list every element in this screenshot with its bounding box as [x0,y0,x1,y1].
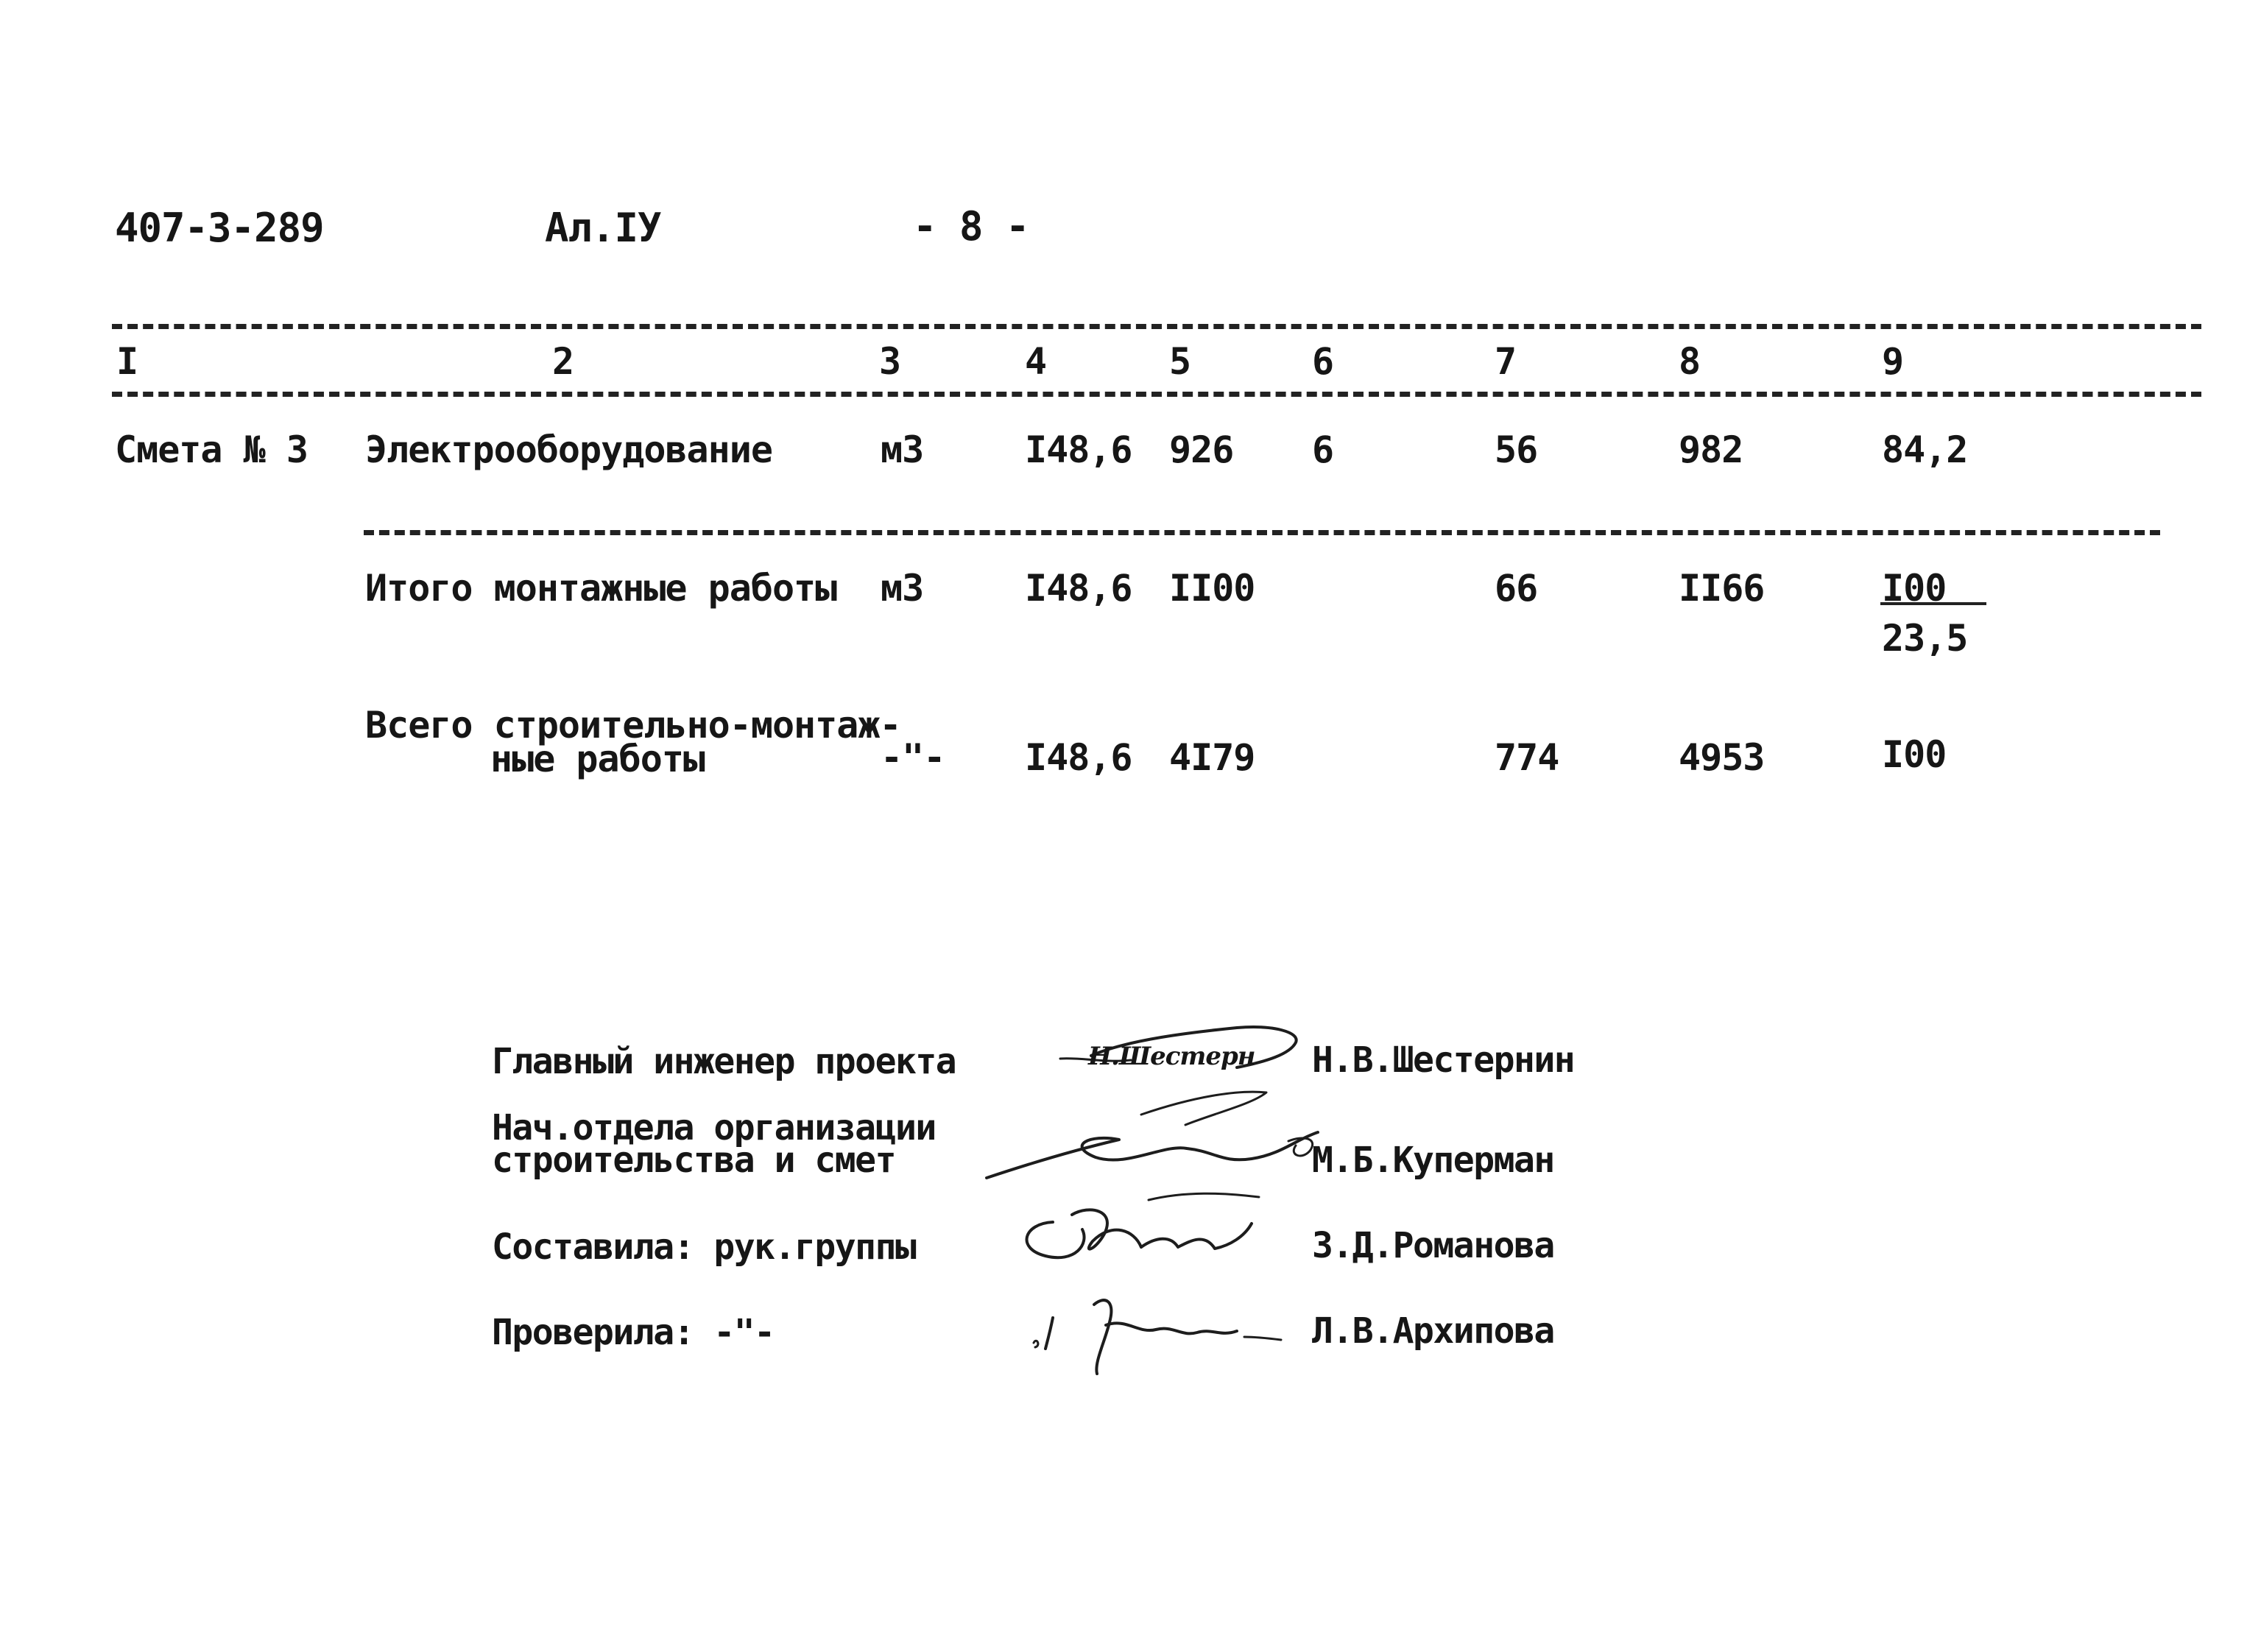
signature-handwritten [1001,1178,1296,1281]
signature-role: Составила: рук.группы [492,1226,916,1268]
row-unit: м3 [881,428,924,471]
signature-person: Л.В.Архипова [1312,1310,1554,1352]
column-number: 4 [1025,340,1047,383]
cell-col6: 6 [1312,428,1334,471]
column-number: 2 [552,340,574,383]
column-number: 3 [879,340,901,383]
signature-person: Н.В.Шестернин [1312,1039,1575,1081]
signature-person: М.Б.Куперман [1312,1140,1554,1181]
cell-col4: I48,6 [1025,567,1132,610]
fraction-line [1880,602,1986,605]
row-name-line1: Всего строительно-монтаж- [365,704,901,746]
signature-handwritten-text: Н.Шестерн [1088,1042,1255,1071]
cell-col8: 982 [1679,428,1743,471]
signature-handwritten [1023,1266,1288,1377]
column-number: 5 [1169,340,1191,383]
cell-col7: 66 [1495,567,1538,610]
cell-col7: 56 [1495,428,1538,471]
cell-col8: 4953 [1679,736,1765,779]
page-number: - 8 - [913,203,1029,250]
cell-col4: I48,6 [1025,736,1132,779]
album-number: Ал.IУ [545,205,661,251]
signature-role-line2: строительства и смет [492,1140,895,1181]
cell-col8: II66 [1679,567,1765,610]
row-unit: -"- [881,736,945,779]
column-number: 8 [1679,340,1701,383]
row-name: Итого монтажные работы [365,567,837,610]
signature-role: Главный инженер проекта [492,1041,956,1082]
column-number: 9 [1882,340,1904,383]
cell-col9-bottom: 23,5 [1882,617,1968,660]
cell-col4: I48,6 [1025,428,1132,471]
document-number: 407-3-289 [115,205,324,251]
cell-col5: II00 [1169,567,1255,610]
subtotal-rule [364,530,2160,535]
cell-col9-top: I00 [1882,567,1947,610]
cell-col5: 926 [1169,428,1234,471]
column-number: 6 [1312,340,1334,383]
signature-role: Проверила: -"- [492,1312,775,1353]
column-number: 7 [1495,340,1517,383]
signature-role-line1: Нач.отдела организации [492,1107,936,1148]
row-name-line2: ные работы [490,738,705,780]
table-header-rule [112,392,2201,397]
row-name: Электрооборудование [365,428,772,471]
cell-col7: 774 [1495,736,1559,779]
signature-handwritten [972,1067,1340,1185]
estimate-label: Смета № 3 [115,428,308,471]
cell-col5: 4I79 [1169,736,1255,779]
column-number: I [116,340,138,383]
row-unit: м3 [881,567,924,610]
signature-person: З.Д.Романова [1312,1225,1554,1266]
cell-col9: I00 [1882,733,1947,776]
cell-col9: 84,2 [1882,428,1968,471]
table-top-rule [112,324,2201,329]
